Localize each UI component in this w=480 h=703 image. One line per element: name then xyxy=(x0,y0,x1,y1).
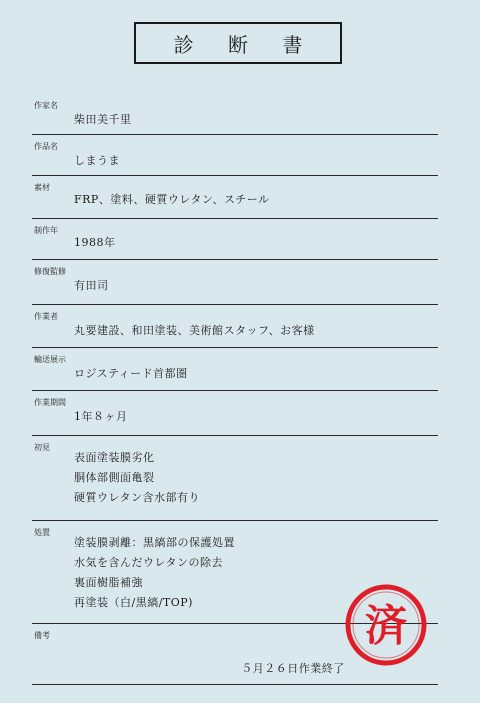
label-work-title: 作品名 xyxy=(34,142,58,151)
findings-line: 胴体部側面亀裂 xyxy=(74,471,155,484)
value-material: FRP、塗料、硬質ウレタン、スチール xyxy=(74,193,270,206)
label-material: 素材 xyxy=(34,183,50,192)
row-transport xyxy=(32,348,438,391)
row-material xyxy=(32,176,438,219)
label-year: 制作年 xyxy=(34,226,58,235)
findings-line: 硬質ウレタン含水部有り xyxy=(74,491,201,504)
label-transport: 輸送展示 xyxy=(34,355,66,364)
value-work-title: しまうま xyxy=(74,154,120,167)
treatment-line: 裏面樹脂補強 xyxy=(74,576,143,589)
findings-line: 表面塗装膜劣化 xyxy=(74,451,155,464)
label-period: 作業期間 xyxy=(34,398,66,407)
row-supervisor xyxy=(32,260,438,305)
label-workers: 作業者 xyxy=(34,312,58,321)
label-treatment: 処置 xyxy=(34,528,50,537)
row-findings xyxy=(32,436,438,521)
value-findings xyxy=(32,436,438,508)
completion-stamp xyxy=(344,583,428,667)
label-supervisor: 修復監修 xyxy=(34,267,66,276)
row-year xyxy=(32,219,438,260)
row-workers xyxy=(32,305,438,348)
row-period xyxy=(32,391,438,436)
label-artist: 作家名 xyxy=(34,101,58,110)
value-workers: 丸要建設、和田塗装、美術館スタッフ、お客様 xyxy=(74,324,315,337)
remarks-note: ５月２６日作業終了 xyxy=(241,662,345,675)
value-artist: 柴田美千里 xyxy=(74,113,132,126)
stamp-text: 済 xyxy=(364,601,408,650)
treatment-line: 再塗装（白/黒縞/TOP) xyxy=(74,596,193,609)
value-year: 1988年 xyxy=(74,236,116,249)
label-findings: 初見 xyxy=(34,443,50,452)
row-artist xyxy=(32,94,438,135)
document-title: 診 断 書 xyxy=(134,22,342,64)
label-remarks: 備考 xyxy=(34,631,50,640)
value-supervisor: 有田司 xyxy=(74,279,109,292)
row-work-title xyxy=(32,135,438,176)
treatment-line: 塗装膜剥離：黒縞部の保護処置 xyxy=(74,536,235,549)
value-transport: ロジスティード首都圏 xyxy=(74,367,188,380)
value-period: 1年８ヶ月 xyxy=(74,410,128,423)
treatment-line: 水気を含んだウレタンの除去 xyxy=(74,556,224,569)
